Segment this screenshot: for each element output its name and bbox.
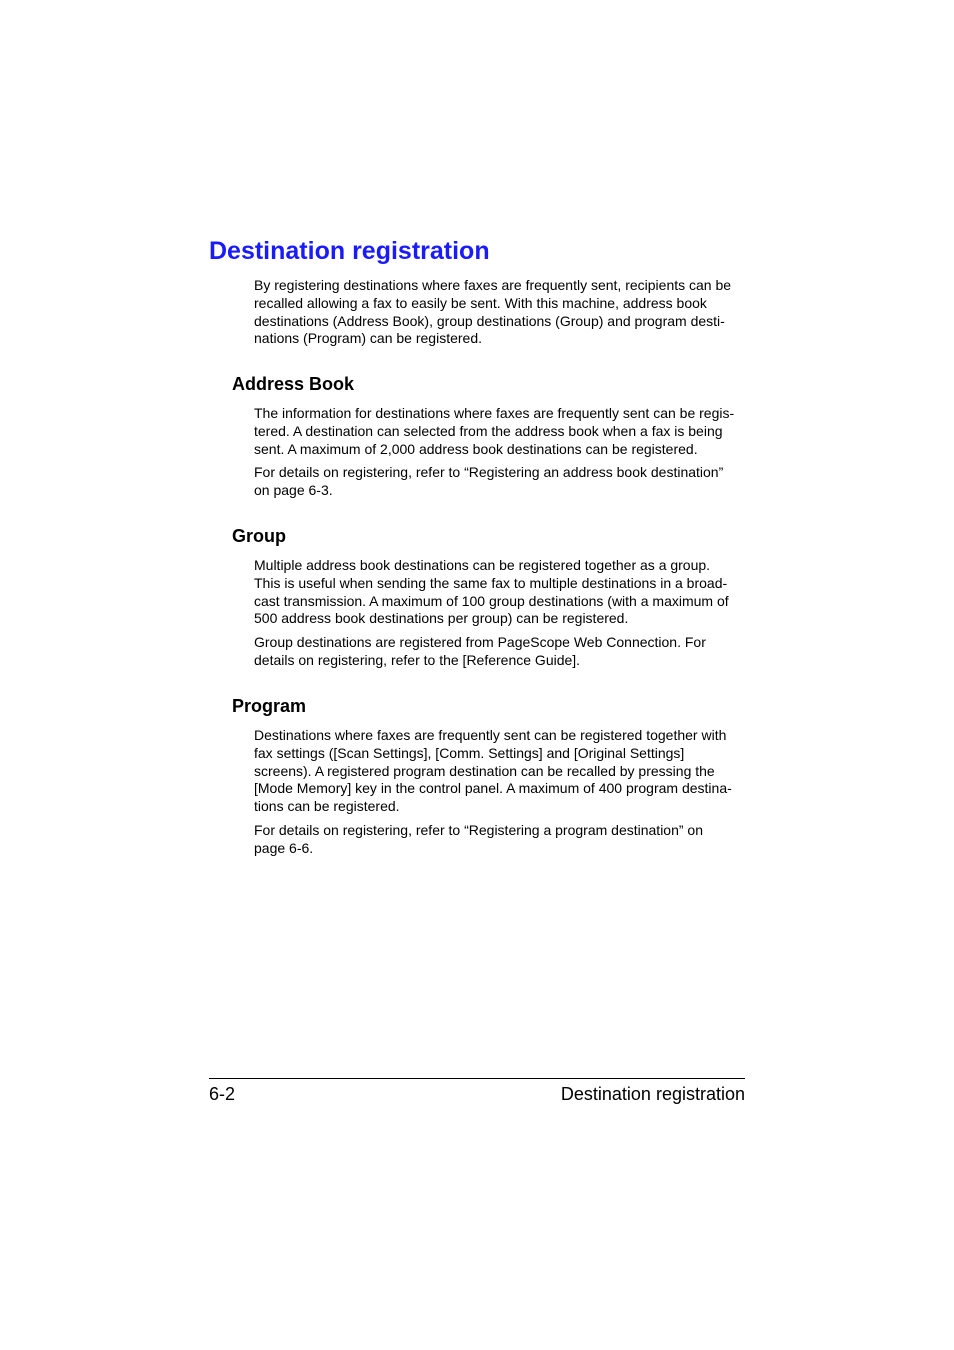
text-line: This is useful when sending the same fax to multiple destinations in a broad-	[254, 574, 728, 591]
text-line: The information for destinations where faxes are frequently sent can be regis-	[254, 405, 735, 421]
group-paragraph	[254, 557, 754, 628]
page-title: Destination registration	[209, 237, 490, 265]
text-line: For details on registering, refer to “Registering a program destination” on	[254, 822, 703, 838]
section-heading-program: Program	[232, 696, 307, 716]
program-paragraph	[254, 727, 754, 816]
section-heading-group: Group	[232, 526, 286, 546]
text-line: [Mode Memory] key in the control panel. A maximum of 400 program destina-	[254, 780, 732, 797]
text-line: tered. A destination can selected from the address book when a fax is being	[254, 422, 723, 439]
text-line: on page 6-3.	[254, 481, 333, 498]
footer-divider	[209, 1078, 745, 1079]
address-book-paragraph	[254, 405, 754, 458]
text-line: fax settings ([Scan Settings], [Comm. Settings] and [Original Settings]	[254, 744, 685, 761]
program-reference	[254, 822, 754, 858]
text-line: tions can be registered.	[254, 798, 400, 815]
intro-paragraph	[254, 277, 754, 348]
text-line: details on registering, refer to the [Reference Guide].	[254, 651, 581, 668]
group-reference	[254, 634, 754, 670]
text-line: Multiple address book destinations can be registered together as a group.	[254, 557, 711, 573]
text-line: destinations (Address Book), group destinations (Group) and program desti-	[254, 312, 725, 329]
text-line: nations (Program) can be registered.	[254, 330, 482, 347]
section-heading-address-book: Address Book	[232, 374, 355, 394]
text-line: Destinations where faxes are frequently sent can be registered together with	[254, 727, 727, 743]
text-line: sent. A maximum of 2,000 address book destinations can be registered.	[254, 440, 698, 457]
text-line: cast transmission. A maximum of 100 group destinations (with a maximum of	[254, 592, 729, 609]
text-line: screens). A registered program destination can be recalled by pressing the	[254, 762, 715, 779]
address-book-reference	[254, 464, 754, 500]
footer-page-number: 6-2	[209, 1084, 236, 1104]
text-line: 500 address book destinations per group) can be registered.	[254, 610, 629, 627]
text-line: page 6-6.	[254, 839, 314, 856]
footer-section-title: Destination registration	[560, 1084, 745, 1104]
text-line: Group destinations are registered from PageScope Web Connection. For	[254, 634, 706, 650]
text-line: For details on registering, refer to “Registering an address book destination”	[254, 464, 724, 480]
text-line: recalled allowing a fax to easily be sent. With this machine, address book	[254, 294, 707, 311]
text-line: By registering destinations where faxes are frequently sent, recipients can be	[254, 277, 732, 293]
